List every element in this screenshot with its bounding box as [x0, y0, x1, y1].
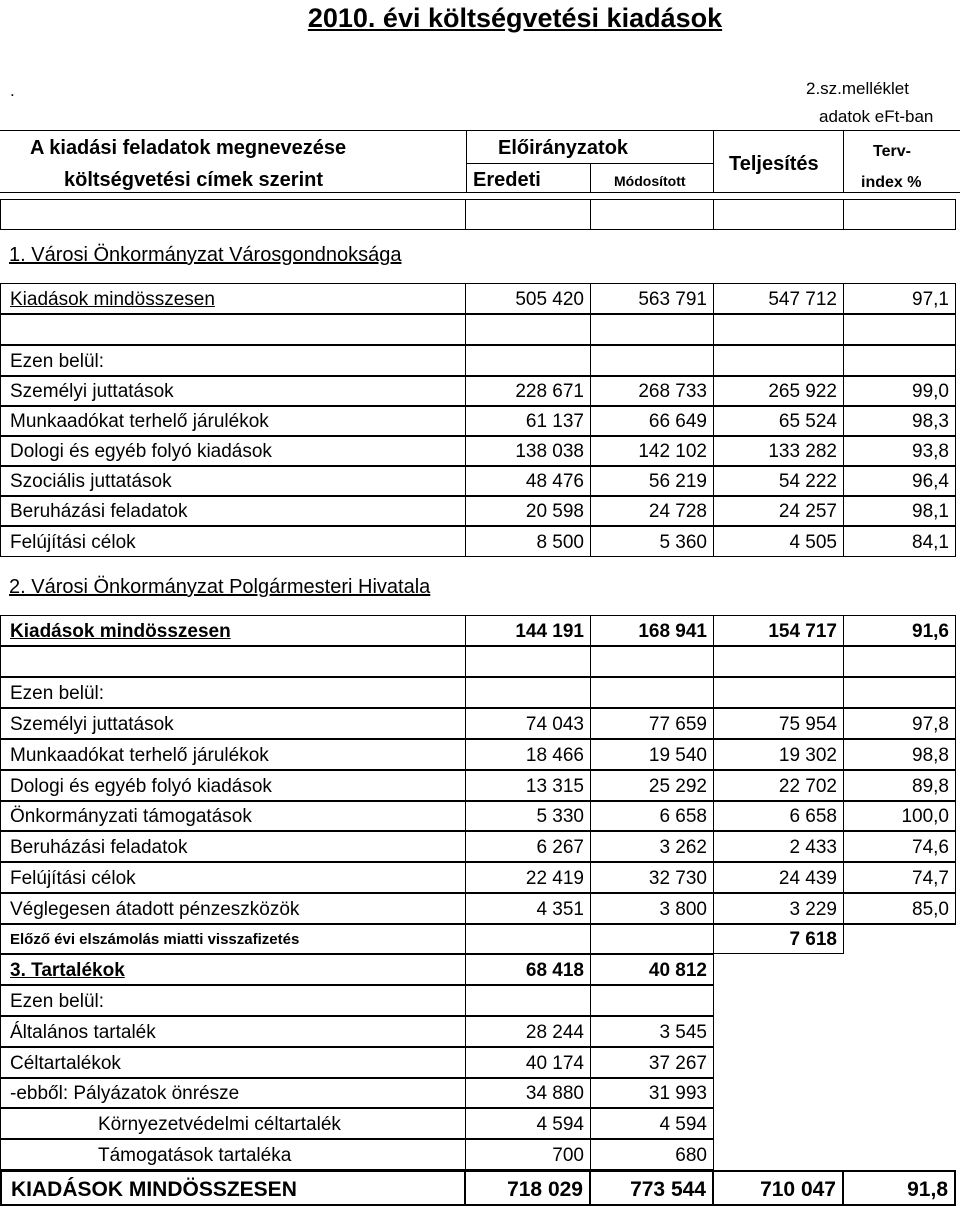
cell-original: 144 191 — [466, 615, 591, 646]
row-label: Kiadások mindösszesen — [0, 283, 466, 314]
cell-original: 700 — [466, 1139, 591, 1170]
cell-original: 5 330 — [466, 801, 591, 831]
cell-modified: 24 728 — [591, 496, 714, 526]
row-label: Céltartalékok — [0, 1047, 466, 1078]
cell-modified: 5 360 — [591, 526, 714, 557]
page-title: 2010. évi költségvetési kiadások — [307, 3, 723, 33]
cell-performance — [714, 199, 844, 230]
header-original: Eredeti — [473, 169, 541, 191]
row-label: Kiadások mindösszesen — [0, 615, 466, 646]
cell-modified: 25 292 — [591, 770, 714, 801]
cell-original — [466, 646, 591, 677]
cell-performance: 4 505 — [714, 526, 844, 557]
cell-original: 8 500 — [466, 526, 591, 557]
cell-plan-index: 98,8 — [844, 739, 956, 770]
cell-performance — [714, 345, 844, 376]
cell-plan-index — [844, 314, 956, 345]
table-row — [0, 572, 960, 603]
cell-plan-index: 99,0 — [844, 376, 956, 406]
header-divider-2 — [713, 130, 714, 192]
cell-performance — [714, 646, 844, 677]
table-row — [0, 708, 960, 739]
cell-plan-index: 96,4 — [844, 466, 956, 496]
cell-modified: 19 540 — [591, 739, 714, 770]
cell-modified: 77 659 — [591, 708, 714, 739]
row-label: Munkaadókat terhelő járulékok — [0, 739, 466, 770]
cell-performance: 6 658 — [714, 801, 844, 831]
table-row — [0, 985, 960, 1016]
row-label: Beruházási feladatok — [0, 496, 466, 526]
table-row — [0, 283, 960, 314]
cell-original — [466, 677, 591, 708]
cell-original: 34 880 — [466, 1078, 591, 1108]
row-label: Személyi juttatások — [0, 376, 466, 406]
table-row — [0, 466, 960, 496]
header-divider-1 — [466, 130, 467, 192]
cell-original: 40 174 — [466, 1047, 591, 1078]
header-task-line2: költségvetési címek szerint — [64, 169, 324, 191]
cell-performance: 7 618 — [714, 924, 844, 954]
cell-original: 61 137 — [466, 406, 591, 436]
cell-original: 6 267 — [466, 831, 591, 862]
row-label: Felújítási célok — [0, 526, 466, 557]
cell-plan-index — [844, 924, 956, 954]
cell-plan-index: 100,0 — [844, 801, 956, 831]
row-label: Ezen belül: — [0, 677, 466, 708]
cell-plan-index — [844, 677, 956, 708]
row-label: Támogatások tartaléka — [0, 1139, 466, 1170]
cell-performance: 3 229 — [714, 893, 844, 924]
table-row — [0, 831, 960, 862]
cell-plan-index: 89,8 — [844, 770, 956, 801]
cell-performance: 710 047 — [714, 1170, 844, 1206]
cell-modified — [591, 345, 714, 376]
header-top-rule — [0, 130, 960, 131]
cell-modified — [591, 199, 714, 230]
row-label: -ebből: Pályázatok önrésze — [0, 1078, 466, 1108]
header-modified: Módosított — [614, 173, 686, 189]
cell-original — [466, 345, 591, 376]
table-row — [0, 496, 960, 526]
cell-original: 18 466 — [466, 739, 591, 770]
dot-marker: . — [10, 81, 15, 100]
row-label: Beruházási feladatok — [0, 831, 466, 862]
table-row — [0, 526, 960, 557]
cell-modified: 680 — [591, 1139, 714, 1170]
cell-performance: 22 702 — [714, 770, 844, 801]
cell-plan-index — [844, 345, 956, 376]
row-label: 3. Tartalékok — [0, 954, 466, 985]
table-row — [0, 954, 960, 985]
cell-performance: 75 954 — [714, 708, 844, 739]
cell-modified: 6 658 — [591, 801, 714, 831]
cell-modified — [591, 314, 714, 345]
cell-performance: 24 439 — [714, 862, 844, 893]
table-row — [0, 1108, 960, 1139]
cell-plan-index: 85,0 — [844, 893, 956, 924]
row-label: Általános tartalék — [0, 1016, 466, 1047]
cell-modified — [591, 646, 714, 677]
cell-original: 13 315 — [466, 770, 591, 801]
header-appropriations: Előirányzatok — [498, 137, 629, 159]
header-task-line1: A kiadási feladatok megnevezése — [30, 137, 347, 159]
cell-modified: 3 545 — [591, 1016, 714, 1047]
row-label: Előző évi elszámolás miatti visszafizetés — [0, 924, 466, 954]
cell-modified: 268 733 — [591, 376, 714, 406]
cell-modified: 142 102 — [591, 436, 714, 466]
cell-modified: 773 544 — [591, 1170, 714, 1206]
cell-plan-index: 97,1 — [844, 283, 956, 314]
row-label — [0, 314, 466, 345]
cell-modified: 168 941 — [591, 615, 714, 646]
table-row — [0, 893, 960, 924]
row-label: 1. Városi Önkormányzat Városgondnoksága — [9, 244, 402, 266]
table-row — [0, 1078, 960, 1108]
row-label: Véglegesen átadott pénzeszközök — [0, 893, 466, 924]
table-row — [0, 240, 960, 271]
row-label: Környezetvédelmi céltartalék — [0, 1108, 466, 1139]
cell-original: 138 038 — [466, 436, 591, 466]
cell-performance — [714, 677, 844, 708]
row-label: Ezen belül: — [0, 345, 466, 376]
header-divider-sub — [590, 163, 591, 192]
row-label: Dologi és egyéb folyó kiadások — [0, 770, 466, 801]
row-label — [0, 646, 466, 677]
cell-modified: 40 812 — [591, 954, 714, 985]
cell-plan-index: 91,8 — [844, 1170, 956, 1206]
row-label: Munkaadókat terhelő járulékok — [0, 406, 466, 436]
table-row — [0, 801, 960, 831]
cell-performance: 133 282 — [714, 436, 844, 466]
cell-original: 4 594 — [466, 1108, 591, 1139]
cell-performance: 54 222 — [714, 466, 844, 496]
cell-original: 48 476 — [466, 466, 591, 496]
cell-original: 28 244 — [466, 1016, 591, 1047]
cell-plan-index: 97,8 — [844, 708, 956, 739]
header-performance: Teljesítés — [729, 153, 819, 175]
row-label: KIADÁSOK MINDÖSSZESEN — [0, 1170, 466, 1206]
cell-plan-index: 84,1 — [844, 526, 956, 557]
cell-performance: 24 257 — [714, 496, 844, 526]
header-bottom-rule — [0, 192, 960, 193]
table-row — [0, 345, 960, 376]
cell-plan-index: 91,6 — [844, 615, 956, 646]
cell-plan-index — [844, 646, 956, 677]
header-plan-index-2: index % — [861, 174, 922, 191]
row-label: Ezen belül: — [0, 985, 466, 1016]
cell-modified: 563 791 — [591, 283, 714, 314]
table-row — [0, 615, 960, 646]
cell-original — [466, 985, 591, 1016]
header-plan-index-1: Terv- — [873, 143, 911, 160]
cell-modified: 3 800 — [591, 893, 714, 924]
cell-modified — [591, 924, 714, 954]
cell-original: 4 351 — [466, 893, 591, 924]
table-row — [0, 199, 960, 230]
row-label — [0, 199, 466, 230]
cell-original: 718 029 — [466, 1170, 591, 1206]
cell-original: 228 671 — [466, 376, 591, 406]
cell-performance: 265 922 — [714, 376, 844, 406]
row-label: Személyi juttatások — [0, 708, 466, 739]
cell-modified: 3 262 — [591, 831, 714, 862]
cell-modified: 37 267 — [591, 1047, 714, 1078]
cell-performance — [714, 314, 844, 345]
header-divider-3 — [843, 130, 844, 192]
cell-original: 68 418 — [466, 954, 591, 985]
cell-performance: 154 717 — [714, 615, 844, 646]
table-row — [0, 739, 960, 770]
table-row — [0, 376, 960, 406]
table-row — [0, 677, 960, 708]
cell-modified: 66 649 — [591, 406, 714, 436]
cell-original: 20 598 — [466, 496, 591, 526]
cell-original — [466, 314, 591, 345]
cell-plan-index: 74,7 — [844, 862, 956, 893]
table-row — [0, 646, 960, 677]
table-row — [0, 436, 960, 466]
table-row — [0, 314, 960, 345]
cell-performance: 65 524 — [714, 406, 844, 436]
cell-plan-index: 98,3 — [844, 406, 956, 436]
cell-original: 74 043 — [466, 708, 591, 739]
table-row — [0, 1139, 960, 1170]
cell-modified — [591, 677, 714, 708]
units-label: adatok eFt-ban — [819, 107, 934, 126]
row-label: Felújítási célok — [0, 862, 466, 893]
cell-modified: 32 730 — [591, 862, 714, 893]
table-row — [0, 1047, 960, 1078]
row-label: Szociális juttatások — [0, 466, 466, 496]
cell-modified: 56 219 — [591, 466, 714, 496]
table-row — [0, 862, 960, 893]
cell-original: 505 420 — [466, 283, 591, 314]
table-row — [0, 770, 960, 801]
cell-modified — [591, 985, 714, 1016]
table-row — [0, 924, 960, 954]
cell-performance: 19 302 — [714, 739, 844, 770]
cell-original — [466, 199, 591, 230]
table-row — [0, 1016, 960, 1047]
row-label: Dologi és egyéb folyó kiadások — [0, 436, 466, 466]
row-label: Önkormányzati támogatások — [0, 801, 466, 831]
cell-modified: 4 594 — [591, 1108, 714, 1139]
cell-performance: 547 712 — [714, 283, 844, 314]
cell-performance: 2 433 — [714, 831, 844, 862]
row-label: 2. Városi Önkormányzat Polgármesteri Hivatala — [9, 576, 431, 598]
cell-plan-index: 93,8 — [844, 436, 956, 466]
cell-modified: 31 993 — [591, 1078, 714, 1108]
table-row — [0, 406, 960, 436]
cell-plan-index — [844, 199, 956, 230]
cell-plan-index: 98,1 — [844, 496, 956, 526]
cell-original: 22 419 — [466, 862, 591, 893]
cell-plan-index: 74,6 — [844, 831, 956, 862]
table-row — [0, 1170, 960, 1206]
attachment-label: 2.sz.melléklet — [806, 79, 909, 98]
cell-original — [466, 924, 591, 954]
